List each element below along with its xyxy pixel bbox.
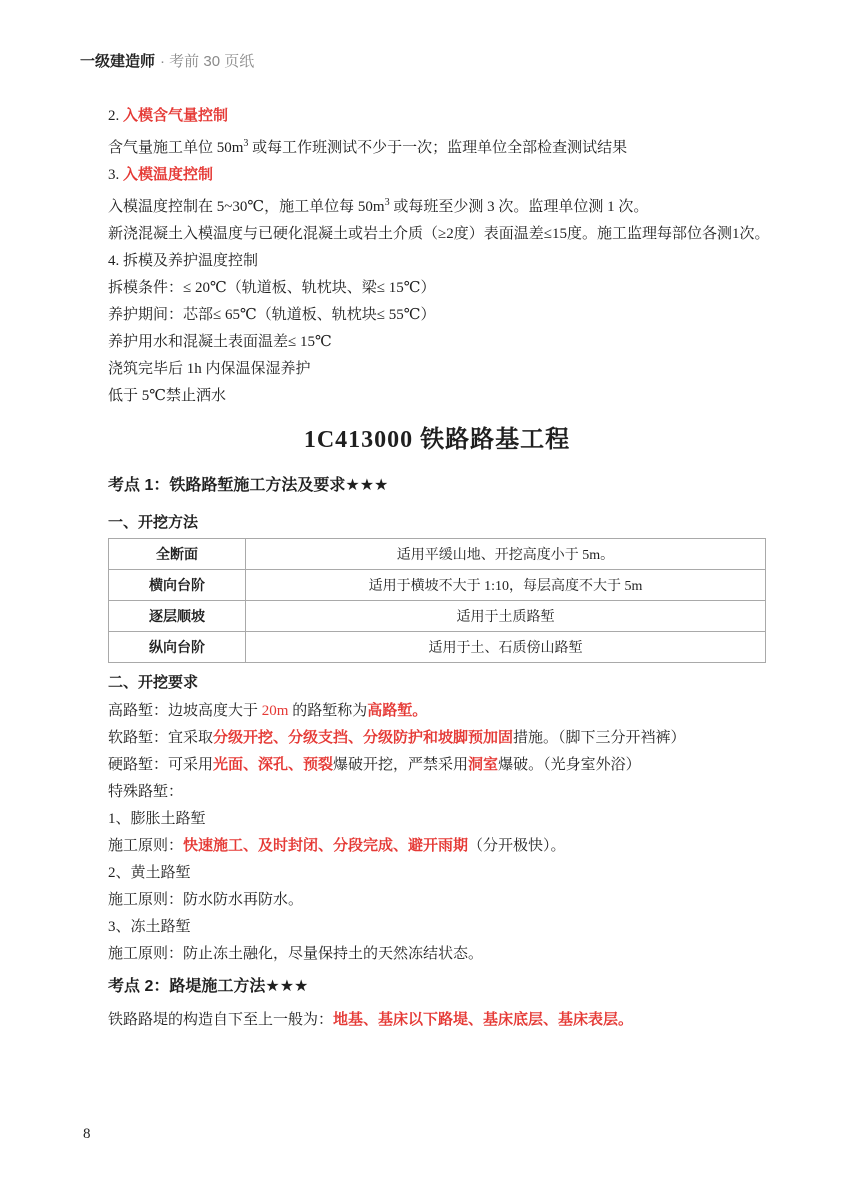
paragraph-soft-cutting: [108, 725, 766, 752]
page-header: [80, 50, 254, 71]
note-line: [108, 189, 766, 221]
subsection-excavation-requirements: 二、开挖要求: [108, 675, 199, 691]
superscript-3: 3: [384, 197, 390, 208]
excavation-method-table: [108, 538, 766, 663]
table-row: [109, 570, 766, 601]
chapter-title: 1C413000 铁路路基工程: [303, 427, 571, 453]
method-cell: 纵向台阶: [109, 632, 246, 663]
highlight-text: 20m: [261, 703, 289, 719]
header-subtitle: · 考前 30 页纸: [160, 53, 255, 70]
desc-cell: 适用平缓山地、开挖高度小于 5m。: [246, 539, 766, 570]
paragraph-principle-frozen: 施工原则：防止冻土融化，尽量保持土的天然冻结状态。: [108, 946, 484, 962]
note-line: 拆模条件：≤ 20℃（轨道板、轨枕块、梁≤ 15℃）: [108, 280, 436, 296]
highlight-text: 分级开挖、分级支挡、分级防护和坡脚预加固: [213, 730, 514, 746]
document-body: [108, 103, 770, 1034]
paragraph-principle-loess: 施工原则：防水防水再防水。: [108, 892, 304, 908]
note-line: [108, 130, 766, 162]
method-cell: 全断面: [109, 539, 246, 570]
paragraph-high-cutting: [108, 698, 766, 725]
heading-text: 入模含气量控制: [123, 108, 229, 124]
note-text: 入模温度控制在 5~30℃，施工单位每 50m: [108, 199, 385, 215]
paragraph-embankment-structure: [108, 1007, 766, 1034]
page-number: 8: [83, 1126, 91, 1142]
note-text: 或每班至少测 3 次。监理单位测 1 次。: [389, 199, 649, 215]
method-cell: 逐层顺坡: [109, 601, 246, 632]
paragraph-hard-cutting: [108, 752, 766, 779]
paragraph-expansive-soil: 1、膨胀土路堑: [108, 811, 206, 827]
paragraph-text: 硬路堑：可采用: [108, 757, 214, 773]
desc-cell: 适用于土、石质傍山路堑: [246, 632, 766, 663]
highlight-text: 高路堑。: [367, 703, 428, 719]
heading-number: 2.: [108, 108, 123, 124]
note-heading-demold-curing: 4. 拆模及养护温度控制: [108, 253, 259, 269]
table-row: [109, 539, 766, 570]
paragraph-principle-expansive: [108, 833, 766, 860]
note-line: 养护期间：芯部≤ 65℃（轨道板、轨枕块≤ 55℃）: [108, 307, 436, 323]
paragraph-text: 铁路路堤的构造自下至上一般为：: [108, 1012, 334, 1028]
note-line: 养护用水和混凝土表面温差≤ 15℃: [108, 334, 332, 350]
method-cell: 横向台阶: [109, 570, 246, 601]
highlight-text: 洞室: [468, 757, 499, 773]
paragraph-text: 施工原则：: [108, 838, 184, 854]
table-row: [109, 632, 766, 663]
paragraph-text: 高路堑：边坡高度大于: [108, 703, 262, 719]
table-row: [109, 601, 766, 632]
note-text: 或每工作班测试不少于一次；监理单位全部检查测试结果: [248, 140, 628, 156]
superscript-3: 3: [243, 138, 249, 149]
note-line: 低于 5℃禁止洒水: [108, 388, 227, 404]
note-text: 含气量施工单位 50m: [108, 140, 244, 156]
embankment-block: [108, 1007, 766, 1034]
excavation-requirements-block: [108, 698, 766, 968]
paragraph-text: 措施。（脚下三分开裆裤）: [513, 730, 686, 746]
keypoint-1-heading: 考点 1：铁路路堑施工方法及要求★★★: [108, 477, 389, 494]
paragraph-text: 爆破。（光身室外浴）: [498, 757, 641, 773]
highlight-text: 地基、基床以下路堤、基床底层、基床表层。: [333, 1012, 634, 1028]
paragraph-text: （分开极快）。: [468, 838, 566, 854]
note-line: 新浇混凝土入模温度与已硬化混凝土或岩土介质（≥2度）表面温差≤15度。施工监理每部位各测1次。: [108, 226, 770, 242]
highlight-text: 快速施工、及时封闭、分段完成、避开雨期: [183, 838, 469, 854]
desc-cell: 适用于土质路堑: [246, 601, 766, 632]
desc-cell: 适用于横坡不大于 1:10，每层高度不大于 5m: [246, 570, 766, 601]
note-heading-mold-temperature: [108, 162, 766, 189]
paragraph-text: 软路堑：宜采取: [108, 730, 214, 746]
paragraph-loess: 2、黄土路堑: [108, 865, 191, 881]
paragraph-special-cutting: 特殊路堑：: [108, 784, 184, 800]
paragraph-text: 爆破开挖，严禁采用: [333, 757, 469, 773]
highlight-text: 光面、深孔、预裂: [213, 757, 334, 773]
note-line: 浇筑完毕后 1h 内保温保湿养护: [108, 361, 311, 377]
paragraph-frozen-soil: 3、冻土路堑: [108, 919, 191, 935]
heading-number: 3.: [108, 167, 123, 183]
brand-title: 一级建造师: [80, 53, 156, 70]
paragraph-text: 的路堑称为: [288, 703, 368, 719]
subsection-excavation-methods: 一、开挖方法: [108, 515, 199, 531]
note-heading-air-content: [108, 103, 766, 130]
keypoint-2-heading: 考点 2：路堤施工方法★★★: [108, 978, 309, 995]
heading-text: 入模温度控制: [123, 167, 214, 183]
